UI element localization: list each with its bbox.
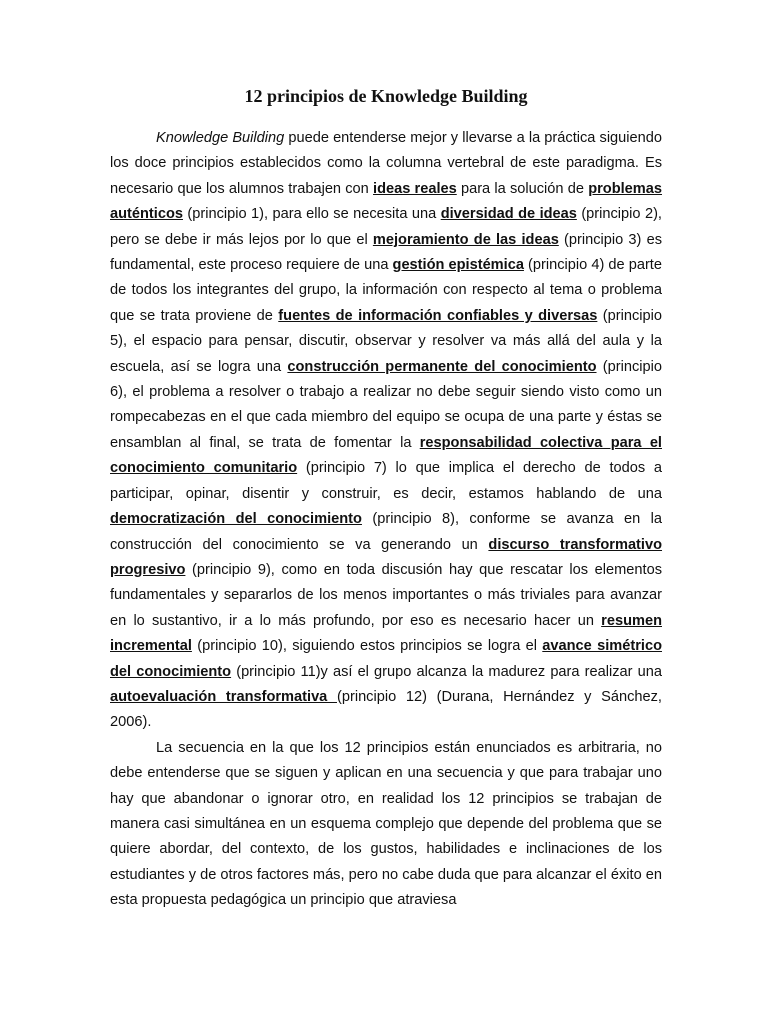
- principle-term: diversidad de ideas: [440, 206, 577, 223]
- text-run: (principio 11)y así el grupo alcanza la madurez para realizar una: [231, 663, 662, 680]
- text-run: (principio 7) lo que implica el derecho de todos a participar, opinar, disentir y construir, es decir, estamos hablando de una: [110, 460, 662, 502]
- principle-term: problemas auténticos: [110, 180, 662, 223]
- principle-term: fuentes de información confiables y diversas: [278, 307, 598, 324]
- principle-term: ideas reales: [373, 180, 457, 197]
- principle-term: gestión epistémica: [392, 257, 524, 274]
- text-run: (principio 8), conforme se avanza en la construcción del conocimiento se va generando un: [110, 511, 662, 553]
- principle-term: responsabilidad colectiva para el conocimiento comunitario: [110, 434, 662, 477]
- text-run: puede entenderse mejor y llevarse a la práctica siguiendo los doce principios establecidos como la columna vertebral de este paradigma. Es necesario que los alumnos trabajen con: [110, 130, 663, 197]
- text-run: (principio 9), como en toda discusión hay que rescatar los elementos fundamentales y separarlos de los menos importantes o más triviales para avanzar en lo sustantivo, ir a lo más profundo, por eso es necesario hacer un: [110, 561, 662, 629]
- principle-term: democratización del conocimiento: [110, 511, 362, 528]
- principle-term: resumen incremental: [110, 612, 662, 655]
- text-run: (principio 10), siguiendo estos principios se logra el: [191, 638, 543, 655]
- text-run: (principio 2), pero se debe ir más lejos por lo que el: [110, 206, 662, 248]
- paragraph-1: [110, 126, 662, 736]
- document-body: [110, 126, 662, 914]
- text-run: para la solución de: [456, 180, 589, 197]
- text-run: (principio 3) es fundamental, este proceso requiere de una: [110, 231, 662, 274]
- document-title: 12 principios de Knowledge Building: [244, 86, 528, 106]
- italic-term: Knowledge Building: [156, 130, 285, 146]
- principle-term: mejoramiento de las ideas: [372, 231, 559, 248]
- principle-term: autoevaluación transformativa: [110, 688, 337, 705]
- principle-term: avance simétrico del conocimiento: [110, 638, 662, 680]
- text-run: La secuencia en la que los 12 principios están enunciados es arbitraria, no debe entenderse que se siguen y aplican en una secuencia y que para trabajar uno hay que abandonar o ignorar otro, en realidad los 12 principios se trabajan de manera casi simultánea en un esquema complejo que depende del problema que se quiere abordar, del contexto, de los gustos, habilidades e inclinaciones de los estudiantes y de otros factores más, pero no cabe duda que para alcanzar el éxito en esta propuesta pedagógica un principio que atraviesa: [110, 739, 662, 909]
- principle-term: construcción permanente del conocimiento: [287, 358, 597, 375]
- paragraph-2: [110, 736, 662, 914]
- text-run: (principio 1), para ello se necesita una: [182, 206, 441, 223]
- principle-term: discurso transformativo progresivo: [110, 536, 663, 578]
- text-run: (principio 5), el espacio para pensar, discutir, observar y resolver va más allá del aula y la escuela, así se logra una: [110, 307, 663, 375]
- text-run: (principio 4) de parte de todos los integrantes del grupo, la información con respecto al tema o problema que se trata proviene de: [110, 257, 662, 324]
- text-run: (principio 12) (Durana, Hernández y Sánchez, 2006).: [110, 688, 662, 731]
- text-run: (principio 6), el problema a resolver o trabajo a realizar no debe seguir siendo visto como un rompecabezas en el que cada miembro del equipo se ocupa de una parte y éstas se ensamblan al final, se trata de fomentar la: [110, 358, 662, 451]
